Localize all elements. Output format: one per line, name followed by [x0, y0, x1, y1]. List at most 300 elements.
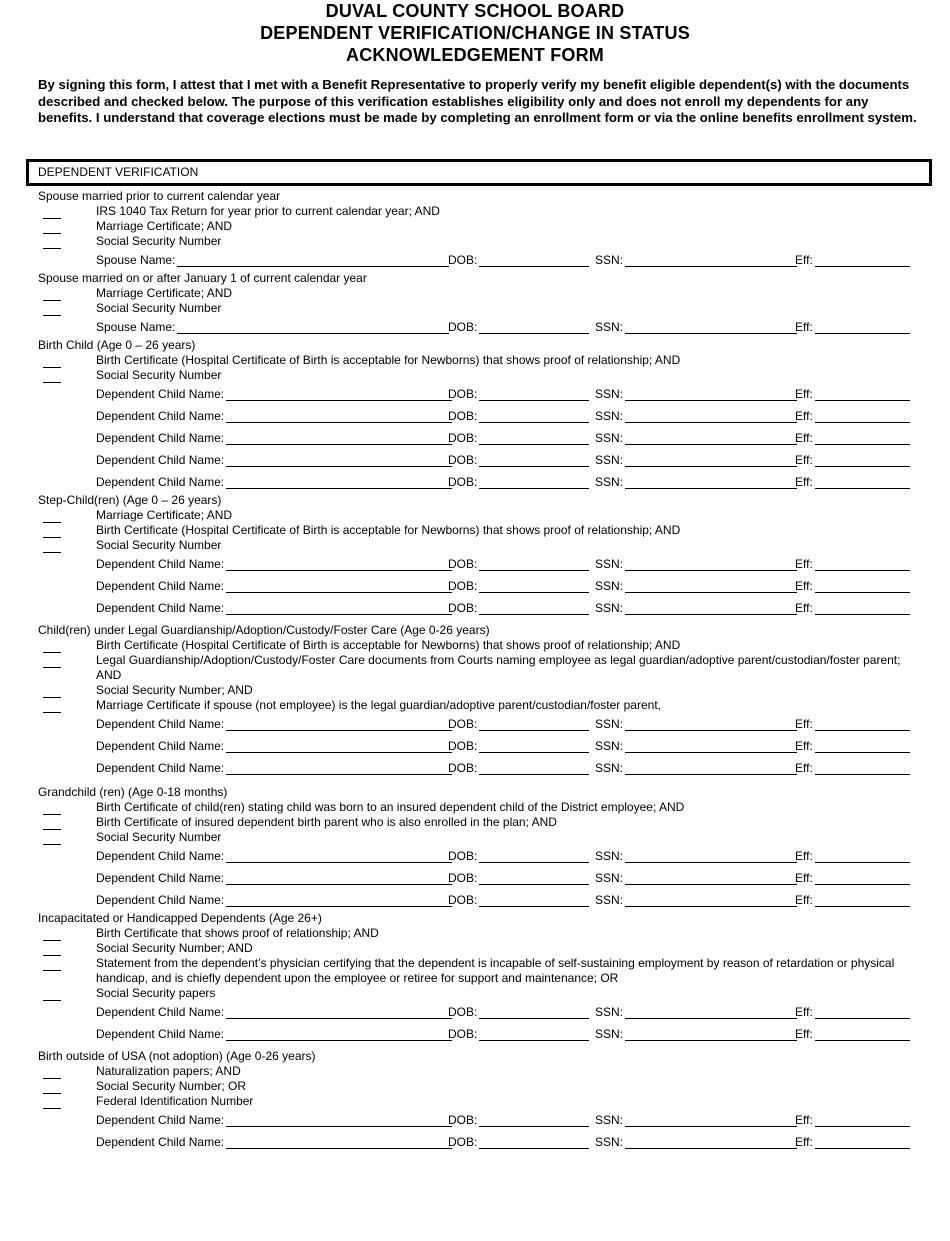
section-title: Grandchild (ren) (Age 0-18 months) [38, 785, 228, 799]
document-checklist-item [38, 941, 918, 956]
dob-field-blank[interactable] [479, 884, 589, 885]
name-field-label: Dependent Child Name: [96, 717, 225, 731]
document-label: Social Security Number; OR [96, 1079, 247, 1093]
document-label: Social Security Number [96, 234, 222, 248]
dependent-entry-row [38, 1131, 918, 1153]
dob-field-group [448, 409, 589, 423]
document-label: Social Security Number; AND [96, 683, 253, 697]
document-label: Statement from the dependent’s physician certifying that the dependent is incapable of self-sustaining employment by reason of retardation or physical handicap, and is chiefly dependent upon the employee or retiree for support and maintenance; OR [96, 956, 895, 985]
eff-field-blank[interactable] [815, 1148, 910, 1149]
ssn-field-blank[interactable] [625, 730, 797, 731]
dob-field-label: DOB: [448, 387, 478, 401]
dob-field-blank[interactable] [479, 488, 589, 489]
document-label: Birth Certificate of insured dependent birth parent who is also enrolled in the plan; AND [96, 815, 557, 829]
document-label: Federal Identification Number [96, 1094, 254, 1108]
ssn-field-group [595, 1135, 797, 1149]
eff-field-label: Eff: [795, 1027, 813, 1041]
name-field-group [96, 453, 452, 467]
document-checklist-item [38, 956, 918, 986]
name-field-blank[interactable] [226, 906, 452, 907]
document-label: Birth Certificate that shows proof of relationship; AND [96, 926, 379, 940]
dependent-entry-row [38, 867, 918, 889]
name-field-label: Dependent Child Name: [96, 1027, 225, 1041]
ssn-field-label: SSN: [595, 893, 624, 907]
name-field-label: Dependent Child Name: [96, 1135, 225, 1149]
document-checklist-item [38, 1079, 918, 1094]
dob-field-label: DOB: [448, 717, 478, 731]
name-field-label: Dependent Child Name: [96, 739, 225, 753]
dependent-entry-row [38, 735, 918, 757]
name-field-blank[interactable] [177, 266, 449, 267]
ssn-field-group [595, 739, 797, 753]
document-checklist-item [38, 234, 918, 249]
document-label: Birth Certificate (Hospital Certificate of Birth is acceptable for Newborns) that shows proof of relationship; AND [96, 353, 681, 367]
eff-field-label: Eff: [795, 409, 813, 423]
name-field-label: Dependent Child Name: [96, 409, 225, 423]
eff-field-blank[interactable] [815, 333, 910, 334]
ssn-field-label: SSN: [595, 387, 624, 401]
name-field-blank[interactable] [226, 422, 452, 423]
name-field-group [96, 387, 452, 401]
dependent-entry-row [38, 427, 918, 449]
name-field-group [96, 320, 449, 334]
ssn-field-label: SSN: [595, 761, 624, 775]
ssn-field-group [595, 431, 797, 445]
dependent-entry-row [38, 249, 918, 271]
document-checklist-item [38, 286, 918, 301]
eff-field-label: Eff: [795, 849, 813, 863]
eff-field-blank[interactable] [815, 400, 910, 401]
name-field-blank[interactable] [226, 752, 452, 753]
eff-field-label: Eff: [795, 253, 813, 267]
eff-field-label: Eff: [795, 761, 813, 775]
dob-field-group [448, 475, 589, 489]
section-title: Spouse married on or after January 1 of current calendar year [38, 271, 367, 285]
document-checklist-item [38, 353, 918, 368]
dob-field-label: DOB: [448, 253, 478, 267]
dependent-entry-row [38, 383, 918, 405]
verification-section [38, 189, 918, 271]
dob-field-blank[interactable] [479, 400, 589, 401]
verification-section [38, 338, 918, 493]
eff-field-label: Eff: [795, 739, 813, 753]
name-field-blank[interactable] [226, 1040, 452, 1041]
eff-field-group [795, 253, 910, 267]
ssn-field-label: SSN: [595, 1027, 624, 1041]
eff-field-label: Eff: [795, 431, 813, 445]
document-checklist-item [38, 926, 918, 941]
document-checklist-item [38, 800, 918, 815]
name-field-label: Spouse Name: [96, 253, 176, 267]
dependent-entry-row [38, 316, 918, 338]
document-label: Birth Certificate of child(ren) stating child was born to an insured dependent child of the District employee; AND [96, 800, 685, 814]
ssn-field-group [595, 849, 797, 863]
document-checklist-item [38, 830, 918, 845]
name-field-blank[interactable] [226, 884, 452, 885]
dob-field-group [448, 253, 589, 267]
dependent-entry-row [38, 575, 918, 597]
eff-field-group [795, 1113, 910, 1127]
eff-field-blank[interactable] [815, 614, 910, 615]
section-title: Child(ren) under Legal Guardianship/Adoption/Custody/Foster Care (Age 0-26 years) [38, 623, 490, 637]
ssn-field-blank[interactable] [625, 862, 797, 863]
ssn-field-group [595, 409, 797, 423]
document-label: Social Security Number [96, 301, 222, 315]
eff-field-group [795, 893, 910, 907]
document-label: Social Security Number [96, 830, 222, 844]
name-field-blank[interactable] [226, 444, 452, 445]
eff-field-blank[interactable] [815, 592, 910, 593]
document-checklist-item [38, 683, 918, 698]
ssn-field-group [595, 579, 797, 593]
ssn-field-label: SSN: [595, 253, 624, 267]
dob-field-blank[interactable] [479, 730, 589, 731]
dob-field-blank[interactable] [479, 466, 589, 467]
name-field-group [96, 409, 452, 423]
name-field-label: Dependent Child Name: [96, 475, 225, 489]
dob-field-blank[interactable] [479, 1126, 589, 1127]
eff-field-group [795, 849, 910, 863]
name-field-group [96, 579, 452, 593]
ssn-field-blank[interactable] [625, 906, 797, 907]
name-field-group [96, 739, 452, 753]
ssn-field-blank[interactable] [625, 592, 797, 593]
ssn-field-blank[interactable] [625, 752, 797, 753]
eff-field-group [795, 475, 910, 489]
ssn-field-blank[interactable] [625, 614, 797, 615]
section-title: Incapacitated or Handicapped Dependents (Age 26+) [38, 911, 322, 925]
checkbox-blank[interactable] [43, 969, 61, 971]
document-checklist-item [38, 538, 918, 553]
ssn-field-label: SSN: [595, 1135, 624, 1149]
name-field-label: Dependent Child Name: [96, 893, 225, 907]
eff-field-label: Eff: [795, 871, 813, 885]
dob-field-group [448, 849, 589, 863]
ssn-field-blank[interactable] [625, 466, 797, 467]
ssn-field-blank[interactable] [625, 1018, 797, 1019]
dob-field-label: DOB: [448, 409, 478, 423]
dependent-entry-row [38, 471, 918, 493]
eff-field-label: Eff: [795, 601, 813, 615]
ssn-field-group [595, 1113, 797, 1127]
dob-field-label: DOB: [448, 601, 478, 615]
name-field-label: Dependent Child Name: [96, 1113, 225, 1127]
dob-field-label: DOB: [448, 849, 478, 863]
document-label: IRS 1040 Tax Return for year prior to current calendar year; AND [96, 204, 440, 218]
checkbox-blank[interactable] [43, 666, 61, 668]
eff-field-blank[interactable] [815, 862, 910, 863]
document-label: Marriage Certificate; AND [96, 508, 233, 522]
eff-field-label: Eff: [795, 1113, 813, 1127]
ssn-field-blank[interactable] [625, 488, 797, 489]
ssn-field-label: SSN: [595, 453, 624, 467]
document-checklist-item [38, 653, 918, 683]
name-field-group [96, 1135, 452, 1149]
ssn-field-label: SSN: [595, 1005, 624, 1019]
ssn-field-blank[interactable] [625, 774, 797, 775]
org-title: DUVAL COUNTY SCHOOL BOARD [325, 1, 625, 21]
ssn-field-blank[interactable] [625, 400, 797, 401]
dob-field-label: DOB: [448, 1027, 478, 1041]
dob-field-label: DOB: [448, 1135, 478, 1149]
eff-field-blank[interactable] [815, 1018, 910, 1019]
ssn-field-group [595, 253, 797, 267]
eff-field-blank[interactable] [815, 730, 910, 731]
name-field-label: Dependent Child Name: [96, 849, 225, 863]
dependent-entry-row [38, 713, 918, 735]
ssn-field-group [595, 717, 797, 731]
eff-field-group [795, 320, 910, 334]
document-checklist-item [38, 204, 918, 219]
dob-field-blank[interactable] [479, 752, 589, 753]
ssn-field-blank[interactable] [625, 444, 797, 445]
ssn-field-label: SSN: [595, 431, 624, 445]
dob-field-group [448, 1135, 589, 1149]
ssn-field-blank[interactable] [625, 422, 797, 423]
document-label: Social Security Number; AND [96, 941, 253, 955]
name-field-blank[interactable] [226, 1148, 452, 1149]
dob-field-blank[interactable] [479, 1018, 589, 1019]
name-field-group [96, 475, 452, 489]
section-title: Birth Child (Age 0 – 26 years) [38, 338, 196, 352]
dob-field-label: DOB: [448, 475, 478, 489]
dob-field-blank[interactable] [479, 444, 589, 445]
eff-field-label: Eff: [795, 475, 813, 489]
dob-field-group [448, 453, 589, 467]
eff-field-label: Eff: [795, 893, 813, 907]
dependent-entry-row [38, 405, 918, 427]
name-field-blank[interactable] [226, 614, 452, 615]
dob-field-blank[interactable] [479, 774, 589, 775]
ssn-field-label: SSN: [595, 849, 624, 863]
eff-field-group [795, 431, 910, 445]
eff-field-label: Eff: [795, 453, 813, 467]
eff-field-blank[interactable] [815, 1126, 910, 1127]
ssn-field-group [595, 475, 797, 489]
name-field-group [96, 431, 452, 445]
dob-field-group [448, 579, 589, 593]
document-checklist-item [38, 219, 918, 234]
name-field-group [96, 717, 452, 731]
eff-field-group [795, 761, 910, 775]
ssn-field-blank[interactable] [625, 1148, 797, 1149]
eff-field-group [795, 579, 910, 593]
dob-field-label: DOB: [448, 1005, 478, 1019]
eff-field-blank[interactable] [815, 444, 910, 445]
dob-field-group [448, 1113, 589, 1127]
eff-field-blank[interactable] [815, 422, 910, 423]
dob-field-group [448, 893, 589, 907]
eff-field-group [795, 557, 910, 571]
ssn-field-group [595, 1027, 797, 1041]
dob-field-group [448, 320, 589, 334]
ssn-field-label: SSN: [595, 871, 624, 885]
name-field-label: Spouse Name: [96, 320, 176, 334]
document-label: Social Security papers [96, 986, 216, 1000]
ssn-field-group [595, 601, 797, 615]
ssn-field-group [595, 761, 797, 775]
eff-field-blank[interactable] [815, 774, 910, 775]
verification-section [38, 493, 918, 619]
ssn-field-blank[interactable] [625, 1126, 797, 1127]
eff-field-label: Eff: [795, 1135, 813, 1149]
dob-field-label: DOB: [448, 453, 478, 467]
eff-field-group [795, 717, 910, 731]
document-checklist-item [38, 1064, 918, 1079]
eff-field-group [795, 1027, 910, 1041]
form-title: DEPENDENT VERIFICATION/CHANGE IN STATUS [260, 23, 690, 43]
name-field-blank[interactable] [177, 333, 449, 334]
document-label: Marriage Certificate; AND [96, 286, 233, 300]
document-checklist-item [38, 986, 918, 1001]
eff-field-group [795, 387, 910, 401]
name-field-group [96, 849, 452, 863]
dob-field-blank[interactable] [479, 614, 589, 615]
document-label: Birth Certificate (Hospital Certificate of Birth is acceptable for Newborns) that shows proof of relationship; AND [96, 638, 681, 652]
document-checklist-item [38, 698, 918, 713]
document-label: Marriage Certificate; AND [96, 219, 233, 233]
name-field-blank[interactable] [226, 862, 452, 863]
dob-field-blank[interactable] [479, 862, 589, 863]
ssn-field-group [595, 557, 797, 571]
document-checklist-item [38, 523, 918, 538]
dob-field-group [448, 1005, 589, 1019]
eff-field-label: Eff: [795, 579, 813, 593]
dob-field-label: DOB: [448, 761, 478, 775]
dob-field-group [448, 1027, 589, 1041]
document-checklist-item [38, 815, 918, 830]
dob-field-blank[interactable] [479, 906, 589, 907]
ssn-field-group [595, 453, 797, 467]
name-field-blank[interactable] [226, 488, 452, 489]
dependent-entry-row [38, 449, 918, 471]
dob-field-group [448, 717, 589, 731]
name-field-blank[interactable] [226, 400, 452, 401]
eff-field-blank[interactable] [815, 266, 910, 267]
dependent-verification-box: DEPENDENT VERIFICATION [26, 159, 932, 186]
dob-field-blank[interactable] [479, 422, 589, 423]
ssn-field-blank[interactable] [625, 266, 797, 267]
name-field-group [96, 601, 452, 615]
name-field-group [96, 557, 452, 571]
section-title: Step-Child(ren) (Age 0 – 26 years) [38, 493, 222, 507]
ssn-field-label: SSN: [595, 475, 624, 489]
name-field-label: Dependent Child Name: [96, 579, 225, 593]
ssn-field-label: SSN: [595, 717, 624, 731]
dob-field-label: DOB: [448, 320, 478, 334]
ssn-field-blank[interactable] [625, 570, 797, 571]
dependent-entry-row [38, 1001, 918, 1023]
dob-field-label: DOB: [448, 739, 478, 753]
dob-field-blank[interactable] [479, 1148, 589, 1149]
eff-field-blank[interactable] [815, 884, 910, 885]
name-field-label: Dependent Child Name: [96, 431, 225, 445]
name-field-label: Dependent Child Name: [96, 453, 225, 467]
eff-field-label: Eff: [795, 387, 813, 401]
dob-field-label: DOB: [448, 579, 478, 593]
dob-field-blank[interactable] [479, 570, 589, 571]
ssn-field-label: SSN: [595, 557, 624, 571]
eff-field-blank[interactable] [815, 488, 910, 489]
form-subtitle: ACKNOWLEDGEMENT FORM [346, 45, 604, 65]
name-field-group [96, 1113, 452, 1127]
eff-field-group [795, 409, 910, 423]
name-field-label: Dependent Child Name: [96, 761, 225, 775]
name-field-blank[interactable] [226, 570, 452, 571]
name-field-blank[interactable] [226, 1018, 452, 1019]
name-field-label: Dependent Child Name: [96, 601, 225, 615]
ssn-field-blank[interactable] [625, 333, 797, 334]
ssn-field-group [595, 320, 797, 334]
dob-field-label: DOB: [448, 871, 478, 885]
eff-field-group [795, 601, 910, 615]
ssn-field-label: SSN: [595, 409, 624, 423]
ssn-field-group [595, 893, 797, 907]
dob-field-group [448, 431, 589, 445]
document-label: Legal Guardianship/Adoption/Custody/Foster Care documents from Courts naming employee as legal guardian/adoptive parent/custodian/foster parent; AND [96, 653, 901, 682]
name-field-blank[interactable] [226, 592, 452, 593]
verification-section [38, 785, 918, 911]
eff-field-group [795, 453, 910, 467]
ssn-field-label: SSN: [595, 579, 624, 593]
document-checklist-item [38, 1094, 918, 1109]
name-field-group [96, 253, 449, 267]
eff-field-group [795, 1005, 910, 1019]
dob-field-blank[interactable] [479, 592, 589, 593]
eff-field-label: Eff: [795, 557, 813, 571]
name-field-label: Dependent Child Name: [96, 557, 225, 571]
document-label: Social Security Number [96, 368, 222, 382]
name-field-blank[interactable] [226, 1126, 452, 1127]
dob-field-label: DOB: [448, 893, 478, 907]
dependent-entry-row [38, 553, 918, 575]
name-field-blank[interactable] [226, 730, 452, 731]
eff-field-group [795, 739, 910, 753]
attestation-paragraph: By signing this form, I attest that I met with a Benefit Representative to properly verify my benefit eligible dependent(s) with the documents described and checked below. The purpose of this verification establishes eligibility only and does not enroll my dependents for any benefits. I understand that coverage elections must be made by completing an enrollment form or via the online benefits enrollment system. [38, 77, 917, 125]
verification-sections [38, 189, 918, 1153]
dependent-entry-row [38, 757, 918, 779]
eff-field-blank[interactable] [815, 466, 910, 467]
document-label: Marriage Certificate if spouse (not employee) is the legal guardian/adoptive parent/custodian/foster parent, [96, 698, 661, 712]
ssn-field-blank[interactable] [625, 884, 797, 885]
dob-field-label: DOB: [448, 431, 478, 445]
dob-field-blank[interactable] [479, 1040, 589, 1041]
name-field-blank[interactable] [226, 466, 452, 467]
eff-field-label: Eff: [795, 320, 813, 334]
document-label: Birth Certificate (Hospital Certificate of Birth is acceptable for Newborns) that shows proof of relationship; AND [96, 523, 681, 537]
eff-field-blank[interactable] [815, 1040, 910, 1041]
eff-field-label: Eff: [795, 717, 813, 731]
dob-field-group [448, 761, 589, 775]
ssn-field-label: SSN: [595, 1113, 624, 1127]
document-checklist-item [38, 638, 918, 653]
ssn-field-group [595, 871, 797, 885]
eff-field-group [795, 871, 910, 885]
name-field-blank[interactable] [226, 774, 452, 775]
dob-field-blank[interactable] [479, 266, 589, 267]
eff-field-blank[interactable] [815, 752, 910, 753]
section-title: Birth outside of USA (not adoption) (Age 0-26 years) [38, 1049, 316, 1063]
dob-field-blank[interactable] [479, 333, 589, 334]
dependent-entry-row [38, 597, 918, 619]
ssn-field-blank[interactable] [625, 1040, 797, 1041]
dependent-entry-row [38, 845, 918, 867]
eff-field-blank[interactable] [815, 906, 910, 907]
document-label: Social Security Number [96, 538, 222, 552]
form-header [0, 0, 950, 66]
ssn-field-group [595, 387, 797, 401]
eff-field-blank[interactable] [815, 570, 910, 571]
